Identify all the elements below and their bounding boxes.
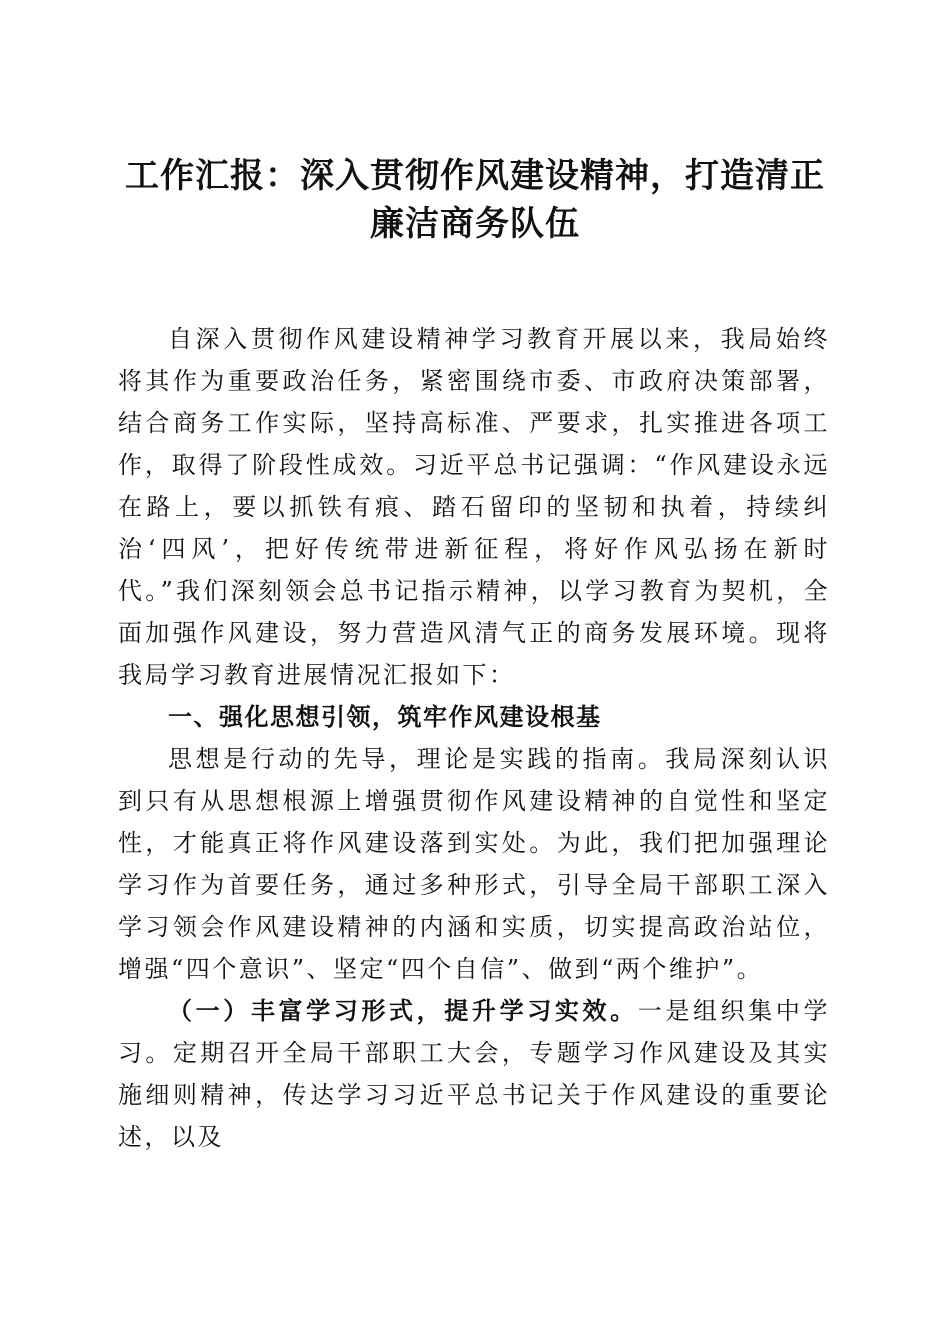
section-heading: 一、强化思想引领，筑牢作风建设根基: [168, 703, 602, 731]
document-title: [100, 152, 850, 248]
title-line-1: 工作汇报：深入贯彻作风建设精神，打造清正: [125, 156, 825, 196]
section-paragraph: 思想是行动的先导，理论是实践的指南。我局深刻认识到只有从思想根源上增强贯彻作风建设精神的自觉性和坚定性，才能真正将作风建设落到实处。为此，我们把加强理论学习作为首要任务，通过多种形式，引导全局干部职工深入学习领会作风建设精神的内涵和实质，切实提高政治站位，增强“四个意识”、坚定“四个自信”、做到“两个维护”。: [118, 745, 830, 983]
subsection-heading: （一）丰富学习形式，提升学习实效。: [168, 996, 638, 1025]
intro-paragraph: 自深入贯彻作风建设精神学习教育开展以来，我局始终将其作为重要政治任务，紧密围绕市委、市政府决策部署，结合商务工作实际，坚持高标准、严要求，扎实推进各项工作，取得了阶段性成效。习近平总书记强调：“作风建设永远在路上，要以抓铁有痕、踏石留印的坚韧和执着，持续纠治‘四风’，把好传统带进新征程，将好作风弘扬在新时代。”我们深刻领会总书记指示精神，以学习教育为契机，全面加强作风建设，努力营造风清气正的商务发展环境。现将我局学习教育进展情况汇报如下：: [118, 325, 830, 689]
title-line-2: 廉洁商务队伍: [370, 204, 580, 244]
subsection-paragraph: [118, 990, 830, 1158]
document-body: [118, 318, 830, 1158]
subsection-text: 一是组织集中学习。定期召开全局干部职工大会，专题学习作风建设及其实施细则精神，传达学习习近平总书记关于作风建设的重要论述，以及: [118, 997, 831, 1151]
